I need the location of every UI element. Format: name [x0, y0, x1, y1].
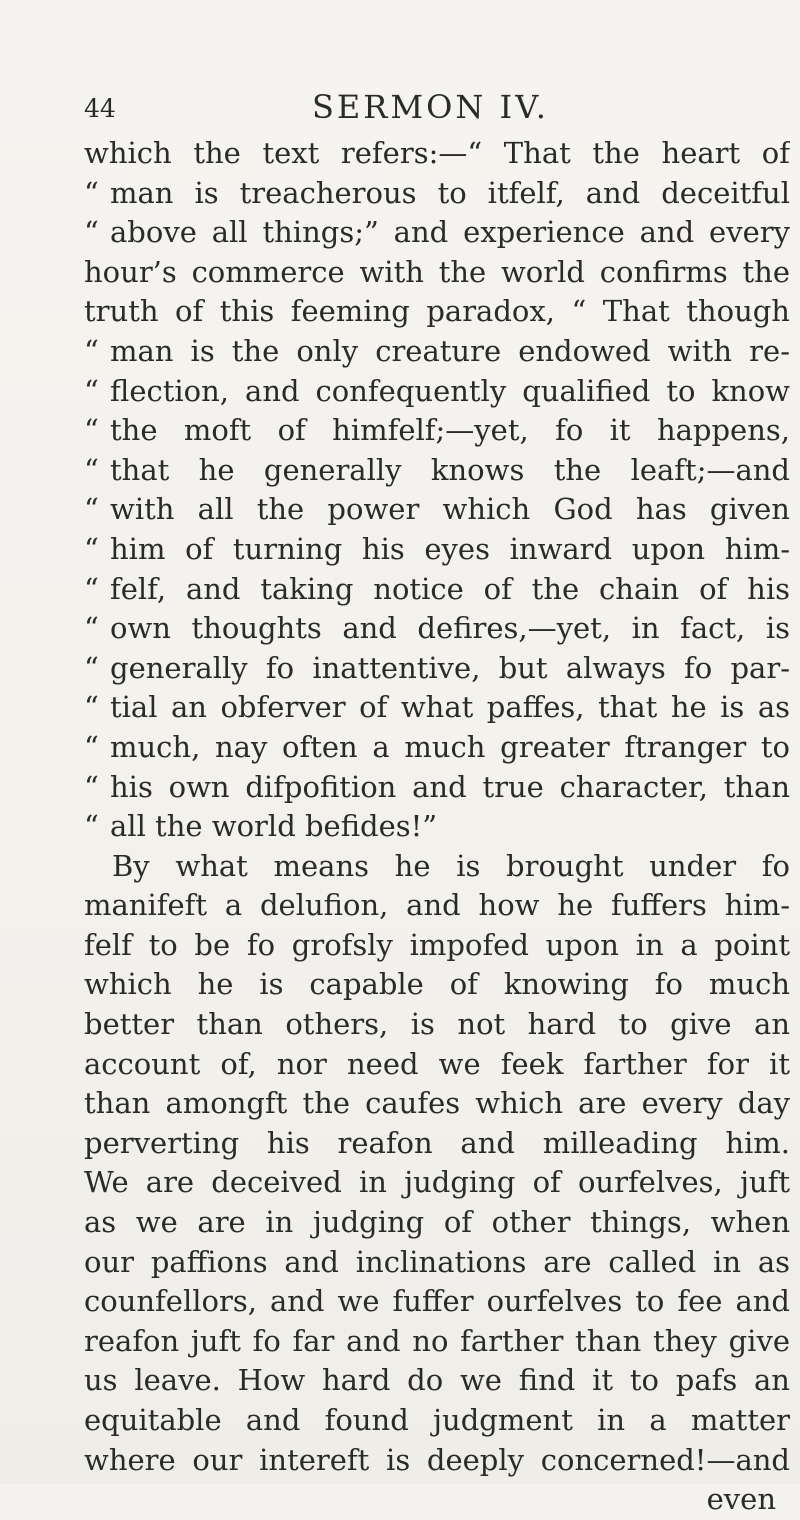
line-text: felf to be fo grofsly impofed upon in a point [84, 927, 790, 962]
text-line [84, 1243, 790, 1283]
text-line [84, 649, 790, 689]
quote-mark: “ [84, 809, 99, 844]
text-line [84, 292, 790, 332]
text-line [84, 253, 790, 293]
text-line [84, 1361, 790, 1401]
text-line [84, 1124, 790, 1164]
text-line [84, 1401, 790, 1441]
line-text: above all things;” and experience and every [110, 215, 790, 250]
quote-mark: “ [84, 215, 99, 250]
text-line [84, 530, 790, 570]
quote-mark: “ [84, 690, 99, 725]
text-line [84, 134, 790, 174]
text-line [84, 174, 790, 214]
line-text: man is the only creature endowed with re- [110, 333, 790, 368]
text-line [84, 728, 790, 768]
line-text: which the text refers:—“ That the heart of [84, 136, 790, 170]
text-line [84, 451, 790, 491]
text-line [84, 411, 790, 451]
line-text: reafon juft fo far and no farther than they give [84, 1323, 790, 1358]
text-line [84, 372, 790, 412]
quote-mark: “ [84, 611, 99, 646]
quote-mark: “ [84, 769, 99, 804]
line-text: much, nay often a much greater ftranger to [110, 729, 790, 764]
line-text: the moft of himfelf;—yet, fo it happens, [110, 413, 790, 448]
line-text: his own difpofition and true character, than [110, 769, 790, 804]
text-line [84, 213, 790, 253]
quote-mark: “ [84, 373, 99, 408]
line-text: felf, and taking notice of the chain of his [110, 571, 790, 606]
text-line [84, 570, 790, 610]
line-text: even [706, 1482, 776, 1517]
line-text: as we are in judging of other things, when [84, 1205, 790, 1240]
quote-mark: “ [84, 333, 99, 368]
text-line [84, 1480, 790, 1520]
line-text: better than others, is not hard to give an [84, 1007, 790, 1042]
text-line [84, 1045, 790, 1085]
text-line [84, 1005, 790, 1045]
line-text: account of, nor need we feek farther for it [84, 1046, 790, 1081]
line-text: flection, and confequently qualified to know [110, 373, 790, 408]
quote-mark: “ [84, 729, 99, 764]
page-number: 44 [84, 94, 116, 123]
text-line [84, 1203, 790, 1243]
line-text: counfellors, and we fuffer ourfelves to fee and [84, 1284, 790, 1319]
line-text: hour’s commerce with the world confirms the [84, 254, 790, 289]
quote-mark: “ [84, 452, 99, 487]
line-text: our paffions and inclinations are called in as [84, 1244, 790, 1279]
line-text: us leave. How hard do we find it to pafs an [84, 1363, 790, 1398]
line-text: man is treacherous to itfelf, and deceitful [110, 175, 790, 210]
running-title: SERMON IV. [312, 88, 549, 126]
line-text: him of turning his eyes inward upon him- [110, 531, 790, 566]
line-text: with all the power which God has given [110, 492, 790, 527]
text-line [84, 1441, 790, 1481]
line-text: manifeft a delufion, and how he fuffers him- [84, 888, 790, 923]
line-text: perverting his reafon and milleading him. [84, 1125, 790, 1160]
text-line [84, 490, 790, 530]
text-line [84, 926, 790, 966]
line-text: By what means he is brought under fo [112, 848, 790, 883]
quote-mark: “ [84, 492, 99, 527]
quote-mark: “ [84, 175, 99, 210]
text-line [84, 1084, 790, 1124]
text-line [84, 965, 790, 1005]
line-text: all the world befides!” [110, 809, 438, 844]
line-text: that he generally knows the leaft;—and [110, 452, 790, 487]
quote-mark: “ [84, 571, 99, 606]
text-line [84, 807, 790, 847]
body-text [84, 134, 790, 1520]
text-line [84, 768, 790, 808]
text-line [84, 847, 790, 887]
line-text: tial an obferver of what paffes, that he is as [110, 690, 790, 725]
line-text: where our intereft is deeply concerned!—and [84, 1442, 790, 1477]
text-line [84, 1163, 790, 1203]
line-text: truth of this feeming paradox, “ That though [84, 294, 790, 329]
text-line [84, 1282, 790, 1322]
quote-mark: “ [84, 650, 99, 685]
text-line [84, 1322, 790, 1362]
text-line [84, 609, 790, 649]
page-header [84, 88, 784, 128]
line-text: We are deceived in judging of ourfelves, juft [84, 1165, 790, 1200]
text-line [84, 886, 790, 926]
line-text: than amongft the caufes which are every day [84, 1086, 790, 1121]
line-text: own thoughts and defires,—yet, in fact, is [110, 611, 790, 646]
line-text: equitable and found judgment in a matter [84, 1403, 790, 1437]
text-line [84, 332, 790, 372]
line-text: generally fo inattentive, but always fo par- [110, 650, 790, 685]
line-text: which he is capable of knowing fo much [84, 967, 790, 1002]
quote-mark: “ [84, 413, 99, 448]
quote-mark: “ [84, 531, 99, 566]
text-line [84, 688, 790, 728]
